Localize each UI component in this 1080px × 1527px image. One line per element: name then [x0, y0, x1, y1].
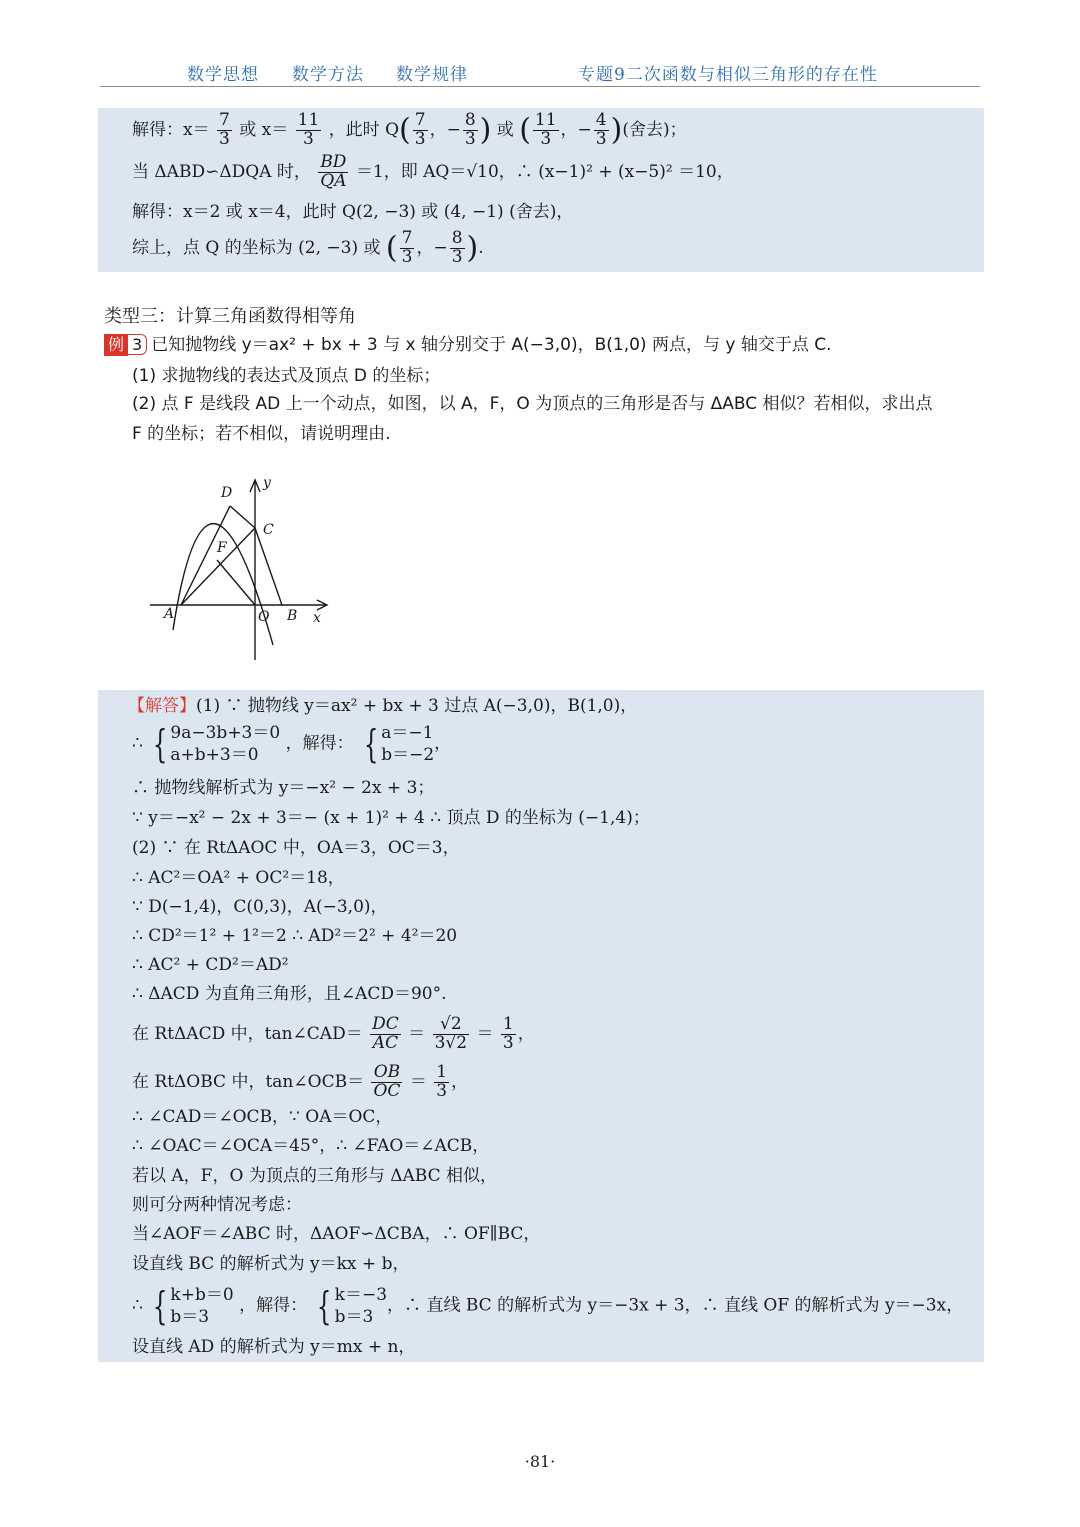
fraction: $\frac{1}{3}$	[436, 1062, 448, 1101]
header-chapter-title: 专题9二次函数与相似三角形的存在性	[578, 65, 878, 85]
solution-step-7: ∵ D(−1,4)，C(0,3)，A(−3,0)，	[132, 897, 388, 917]
fraction: $\frac{11}{3}$	[297, 110, 320, 149]
solution-step-19: ∴ { k+b＝0 b＝3 ，解得： { k＝−3 b＝3 ，∴ 直线 BC 的解析式为 y＝−3x + 3，∴ 直线 OF 的解析式为 y＝−3x，	[132, 1284, 964, 1328]
fraction: $\frac{7}{3}$	[414, 110, 426, 149]
solution-line-4: 综上，点 Q 的坐标为 (2, −3) 或 ( $\frac{7}{3}$ ，− $\frac{8}{3}$ ).	[132, 228, 484, 267]
text: ，解得：	[239, 1295, 308, 1316]
label-y: y	[263, 475, 271, 491]
section-title: 类型三：计算三角函数得相等角	[104, 306, 356, 327]
solution-step-14: ∴ ∠OAC＝∠OCA＝45°，∴ ∠FAO＝∠ACB，	[132, 1136, 490, 1156]
fraction: $\frac{BD}{QA}$	[320, 152, 347, 191]
solution-step-5: (2) ∵ 在 RtΔAOC 中，OA＝3，OC＝3，	[132, 838, 460, 858]
page-number: ·81·	[524, 1452, 556, 1471]
solution-step-6: ∴ AC²＝OA² + OC²＝18，	[132, 868, 345, 888]
label-F: F	[217, 540, 227, 556]
header-label-3: 数学规律	[396, 65, 468, 85]
text: ，解得：	[285, 733, 354, 754]
text: 或 x＝	[239, 120, 289, 140]
text: ∴	[132, 1295, 143, 1316]
solution-step-1	[128, 694, 637, 718]
text: ，−	[560, 120, 592, 140]
fraction: $\frac{8}{3}$	[451, 228, 463, 267]
equation-system: k＝−3 b＝3	[334, 1285, 388, 1327]
fraction: $\frac{8}{3}$	[464, 110, 476, 149]
label-C: C	[263, 522, 274, 538]
segment-DC	[230, 506, 255, 528]
text: ＝1，即 AQ＝√10，∴ (x−1)² + (x−5)² ＝10，	[355, 162, 734, 182]
segment-FO	[217, 560, 255, 605]
solution-step-10: ∴ ΔACD 为直角三角形，且∠ACD＝90°.	[132, 984, 447, 1004]
parabola-figure	[145, 470, 345, 670]
fraction: $\frac{OB}{OC}$	[373, 1062, 401, 1101]
text: ∴	[132, 733, 143, 754]
text: ，−	[416, 238, 448, 258]
question-1: (1) 求抛物线的表达式及顶点 D 的坐标；	[132, 366, 441, 386]
equation-system: k+b＝0 b＝3	[170, 1285, 234, 1327]
solution-step-4: ∵ y＝−x² − 2x + 3＝− (x + 1)² + 4 ∴ 顶点 D 的坐标为 (−1,4)；	[132, 808, 650, 828]
example-number: 3	[128, 334, 147, 355]
text: ，	[434, 733, 452, 754]
example-tag: 例	[104, 334, 128, 356]
fraction: $\frac{11}{3}$	[534, 110, 557, 149]
solution-step-12: 在 RtΔOBC 中，tan∠OCB＝ $\frac{OB}{OC}$ ＝ $\frac{1}{3}$ ，	[132, 1062, 469, 1101]
solution-step-17: 当∠AOF＝∠ABC 时，ΔAOF∽ΔCBA，∴ OF∥BC，	[132, 1224, 541, 1244]
label-D: D	[221, 485, 233, 501]
previous-solution-box	[98, 108, 984, 272]
text: 当 ΔABD∽ΔDQA 时，	[132, 162, 311, 182]
example-text: 已知抛物线 y＝ax² + bx + 3 与 x 轴分别交于 A(−3,0)，B(1,0) 两点，与 y 轴交于点 C.	[151, 335, 832, 355]
fraction: $\frac{7}{3}$	[219, 110, 230, 149]
text: .	[478, 238, 484, 258]
text: 综上，点 Q 的坐标为 (2, −3) 或	[132, 238, 381, 258]
question-2: (2) 点 F 是线段 AD 上一个动点，如图，以 A，F，O 为顶点的三角形是否与 ΔABC 相似？若相似，求出点	[132, 394, 933, 414]
equation-system: 9a−3b+3＝0 a+b+3＝0	[170, 723, 281, 765]
solution-step-8: ∴ CD²＝1² + 1²＝2 ∴ AD²＝2² + 4²＝20	[132, 926, 458, 946]
text: (1) ∵ 抛物线 y＝ax² + bx + 3 过点 A(−3,0)，B(1,0)，	[196, 696, 638, 716]
question-2-continued: F 的坐标；若不相似，请说明理由.	[132, 424, 391, 444]
equation-system: a＝−1 b＝−2	[381, 723, 435, 765]
solution-line-1: 解得：x＝ $\frac{7}{3}$ 或 x＝ $\frac{11}{3}$ ，此时 Q( $\frac{7}{3}$ ，− $\frac{8}{3}$ ) 或 ( $\frac{11}{3}$ ，− $\frac{4}{3}$ )(舍去)；	[132, 110, 687, 149]
solution-step-18: 设直线 BC 的解析式为 y＝kx + b，	[132, 1254, 410, 1274]
label-B: B	[287, 608, 298, 624]
solution-step-11: 在 RtΔACD 中，tan∠CAD＝ $\frac{DC}{AC}$ ＝ $\frac{√2}{3√2}$ ＝ $\frac{1}{3}$ ，	[132, 1014, 535, 1053]
header-label-1: 数学思想	[187, 65, 259, 85]
solution-step-15: 若以 A，F，O 为顶点的三角形与 ΔABC 相似，	[132, 1166, 497, 1186]
text: ，∴ 直线 BC 的解析式为 y＝−3x + 3，∴ 直线 OF 的解析式为 y＝−3x，	[387, 1295, 964, 1316]
segment-CB	[255, 528, 282, 605]
fraction: $\frac{7}{3}$	[401, 228, 413, 267]
solution-step-9: ∴ AC² + CD²＝AD²	[132, 955, 289, 975]
solution-step-16: 则可分两种情况考虑：	[132, 1195, 302, 1215]
text: 在 RtΔACD 中，tan∠CAD＝	[132, 1024, 363, 1044]
text: ，此时 Q	[328, 120, 400, 140]
answer-tag: 【解答】	[128, 696, 196, 716]
solution-step-20: 设直线 AD 的解析式为 y＝mx + n，	[132, 1337, 416, 1357]
fraction: $\frac{4}{3}$	[595, 110, 607, 149]
text: ，−	[429, 120, 461, 140]
solution-step-3: ∴ 抛物线解析式为 y＝−x² − 2x + 3；	[132, 778, 435, 798]
text: 或	[496, 120, 514, 140]
header-label-2: 数学方法	[292, 65, 364, 85]
text: (舍去)；	[622, 120, 687, 140]
fraction: $\frac{1}{3}$	[502, 1014, 514, 1053]
solution-line-3: 解得：x＝2 或 x＝4，此时 Q(2, −3) 或 (4, −1) (舍去)，	[132, 202, 574, 222]
fraction: $\frac{DC}{AC}$	[372, 1014, 399, 1053]
text: 在 RtΔOBC 中，tan∠OCB＝	[132, 1072, 365, 1092]
solution-box	[98, 690, 984, 1362]
text: 解得：x＝	[132, 120, 210, 140]
label-A: A	[164, 606, 175, 622]
example-stem	[104, 333, 832, 357]
label-x: x	[313, 610, 321, 626]
solution-line-2	[132, 154, 734, 191]
label-O: O	[258, 609, 270, 625]
running-header	[100, 56, 980, 87]
fraction: $\frac{√2}{3√2}$	[434, 1014, 468, 1053]
solution-step-13: ∴ ∠CAD＝∠OCB，∵ OA＝OC，	[132, 1107, 393, 1127]
solution-step-2: ∴ { 9a−3b+3＝0 a+b+3＝0 ，解得： { a＝−1 b＝−2 ，	[132, 722, 452, 766]
